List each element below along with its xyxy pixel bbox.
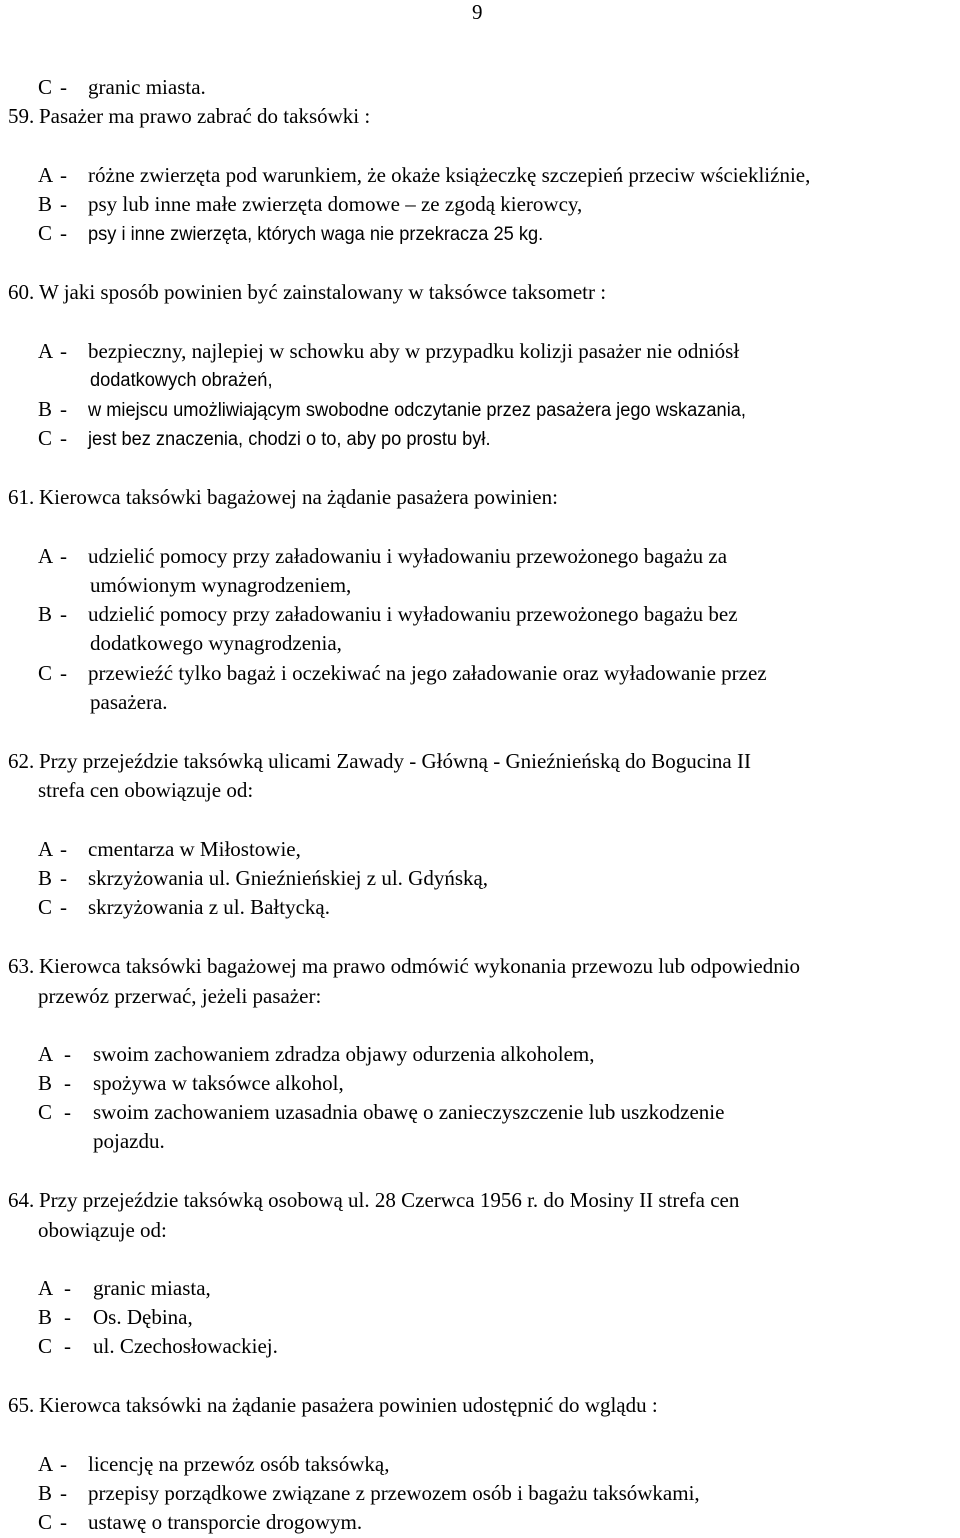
- option-text: przewieźć tylko bagaż i oczekiwać na jego załadowanie oraz wyładowanie przez: [88, 661, 767, 685]
- q62-option-c: C - skrzyżowania z ul. Bałtycką.: [38, 895, 330, 919]
- q61-option-a: A - udzielić pomocy przy załadowaniu i wyładowaniu przewożonego bagażu za: [38, 544, 728, 568]
- q61-option-b: B - udzielić pomocy przy załadowaniu i wyładowaniu przewożonego bagażu bez: [38, 602, 738, 626]
- q60-option-a-continued: dodatkowych obrażeń,: [90, 370, 273, 391]
- option-text: swoim zachowaniem uzasadnia obawę o zanieczyszczenie lub uszkodzenie: [93, 1100, 725, 1124]
- question-63: [8, 953, 800, 979]
- question-number: 64.: [8, 1188, 35, 1212]
- question-number: 59.: [8, 104, 35, 128]
- question-number: 60.: [8, 280, 35, 304]
- option-text: przepisy porządkowe związane z przewozem osób i bagażu taksówkami,: [88, 1481, 700, 1505]
- q61-option-c: C - przewieźć tylko bagaż i oczekiwać na jego załadowanie oraz wyładowanie przez: [38, 661, 767, 685]
- option-text: udzielić pomocy przy załadowaniu i wyładowaniu przewożonego bagażu za: [88, 544, 728, 568]
- option-letter: A: [38, 837, 54, 861]
- option-text: spożywa w taksówce alkohol,: [93, 1071, 344, 1095]
- option-text: bezpieczny, najlepiej w schowku aby w przypadku kolizji pasażer nie odniósł: [88, 339, 740, 363]
- option-letter: C: [38, 75, 53, 99]
- option-text: cmentarza w Miłostowie,: [88, 837, 301, 861]
- question-63-continued: przewóz przerwać, jeżeli pasażer:: [38, 984, 322, 1008]
- q59-option-b: B - psy lub inne małe zwierzęta domowe – ze zgodą kierowcy,: [38, 192, 583, 216]
- question-number: 65.: [8, 1393, 35, 1417]
- option-letter: A: [38, 1276, 54, 1300]
- option-text: skrzyżowania z ul. Bałtycką.: [88, 895, 330, 919]
- option-letter: A: [38, 544, 54, 568]
- option-letter: B: [38, 866, 53, 890]
- q63-option-c-continued: pojazdu.: [93, 1129, 165, 1153]
- question-text: Przy przejeździe taksówką osobową ul. 28 Czerwca 1956 r. do Mosiny II strefa cen: [39, 1188, 740, 1212]
- option-text: w miejscu umożliwiającym swobodne odczytanie przez pasażera jego wskazania,: [88, 400, 746, 421]
- question-text: W jaki sposób powinien być zainstalowany w taksówce taksometr :: [39, 280, 607, 304]
- q61-option-a-continued: umówionym wynagrodzeniem,: [90, 573, 352, 597]
- option-letter: C: [38, 426, 53, 450]
- option-letter: A: [38, 1452, 54, 1476]
- question-text: Kierowca taksówki na żądanie pasażera powinien udostępnić do wglądu :: [39, 1393, 658, 1417]
- question-text: Kierowca taksówki bagażowej na żądanie pasażera powinien:: [39, 485, 558, 509]
- question-text: Pasażer ma prawo zabrać do taksówki :: [39, 104, 371, 128]
- question-number: 63.: [8, 954, 35, 978]
- option-letter: C: [38, 1334, 53, 1358]
- q63-option-b: B - spożywa w taksówce alkohol,: [38, 1071, 344, 1095]
- q61-option-b-continued: dodatkowego wynagrodzenia,: [90, 631, 342, 655]
- q64-option-a: A - granic miasta,: [38, 1276, 211, 1300]
- question-64: [8, 1187, 739, 1213]
- q59-option-a: A - różne zwierzęta pod warunkiem, że okaże książeczkę szczepień przeciw wściekliźnie,: [38, 163, 811, 187]
- q60-option-c: C - jest bez znaczenia, chodzi o to, aby po prostu był.: [38, 425, 507, 453]
- q64-option-c: C - ul. Czechosłowackiej.: [38, 1334, 278, 1358]
- option-text: jest bez znaczenia, chodzi o to, aby po prostu był.: [88, 429, 491, 450]
- option-letter: C: [38, 895, 53, 919]
- q63-option-a: A - swoim zachowaniem zdradza objawy odurzenia alkoholem,: [38, 1042, 595, 1066]
- question-text: Przy przejeździe taksówką ulicami Zawady - Główną - Gnieźnieńską do Bogucina II: [39, 749, 751, 773]
- option-text: udzielić pomocy przy załadowaniu i wyładowaniu przewożonego bagażu bez: [88, 602, 738, 626]
- question-61: [8, 484, 558, 510]
- page-number: 9: [472, 0, 483, 24]
- option-letter: C: [38, 1100, 53, 1124]
- option-text: skrzyżowania ul. Gnieźnieńskiej z ul. Gdyńską,: [88, 866, 489, 890]
- option-letter: A: [38, 339, 54, 363]
- option-text: swoim zachowaniem zdradza objawy odurzenia alkoholem,: [93, 1042, 595, 1066]
- option-letter: B: [38, 1305, 53, 1329]
- q60-option-a: A - bezpieczny, najlepiej w schowku aby w przypadku kolizji pasażer nie odniósł: [38, 339, 740, 363]
- option-letter: A: [38, 163, 54, 187]
- q65-option-a: A - licencję na przewóz osób taksówką,: [38, 1452, 390, 1476]
- option-text: Os. Dębina,: [93, 1305, 193, 1329]
- option-text: ustawę o transporcie drogowym.: [88, 1510, 363, 1534]
- question-59: [8, 103, 370, 129]
- option-text: różne zwierzęta pod warunkiem, że okaże książeczkę szczepień przeciw wściekliźnie,: [88, 163, 811, 187]
- option-text: psy i inne zwierzęta, których waga nie przekracza 25 kg.: [88, 224, 544, 245]
- option-letter: B: [38, 397, 53, 421]
- q62-option-b: B - skrzyżowania ul. Gnieźnieńskiej z ul. Gdyńską,: [38, 866, 489, 890]
- question-text: Kierowca taksówki bagażowej ma prawo odmówić wykonania przewozu lub odpowiednio: [39, 954, 801, 978]
- question-60: [8, 279, 606, 305]
- q65-option-c: C - ustawę o transporcie drogowym.: [38, 1510, 363, 1534]
- q63-option-c: C - swoim zachowaniem uzasadnia obawę o zanieczyszczenie lub uszkodzenie: [38, 1100, 725, 1124]
- option-letter: B: [38, 1481, 53, 1505]
- q62-option-a: A - cmentarza w Miłostowie,: [38, 837, 301, 861]
- q65-option-b: B - przepisy porządkowe związane z przewozem osób i bagażu taksówkami,: [38, 1481, 700, 1505]
- option-text: licencję na przewóz osób taksówką,: [88, 1452, 390, 1476]
- option-letter: C: [38, 1510, 53, 1534]
- option-text: granic miasta,: [93, 1276, 211, 1300]
- q60-option-b: B - w miejscu umożliwiającym swobodne odczytanie przez pasażera jego wskazania,: [38, 396, 773, 424]
- q61-option-c-continued: pasażera.: [90, 690, 168, 714]
- question-65: [8, 1392, 658, 1418]
- question-62-continued: strefa cen obowiązuje od:: [38, 778, 254, 802]
- question-62: [8, 748, 751, 774]
- prev-option-c: C - granic miasta.: [38, 75, 206, 99]
- option-letter: B: [38, 602, 53, 626]
- question-number: 61.: [8, 485, 35, 509]
- option-letter: A: [38, 1042, 54, 1066]
- option-letter: C: [38, 661, 53, 685]
- option-letter: B: [38, 192, 53, 216]
- option-text: granic miasta.: [88, 75, 206, 99]
- option-letter: C: [38, 221, 53, 245]
- question-64-continued: obowiązuje od:: [38, 1218, 167, 1242]
- option-letter: B: [38, 1071, 53, 1095]
- q64-option-b: B - Os. Dębina,: [38, 1305, 193, 1329]
- q59-option-c: C - psy i inne zwierzęta, których waga nie przekracza 25 kg.: [38, 220, 562, 248]
- option-text: psy lub inne małe zwierzęta domowe – ze zgodą kierowcy,: [88, 192, 583, 216]
- question-number: 62.: [8, 749, 35, 773]
- option-text: ul. Czechosłowackiej.: [93, 1334, 278, 1358]
